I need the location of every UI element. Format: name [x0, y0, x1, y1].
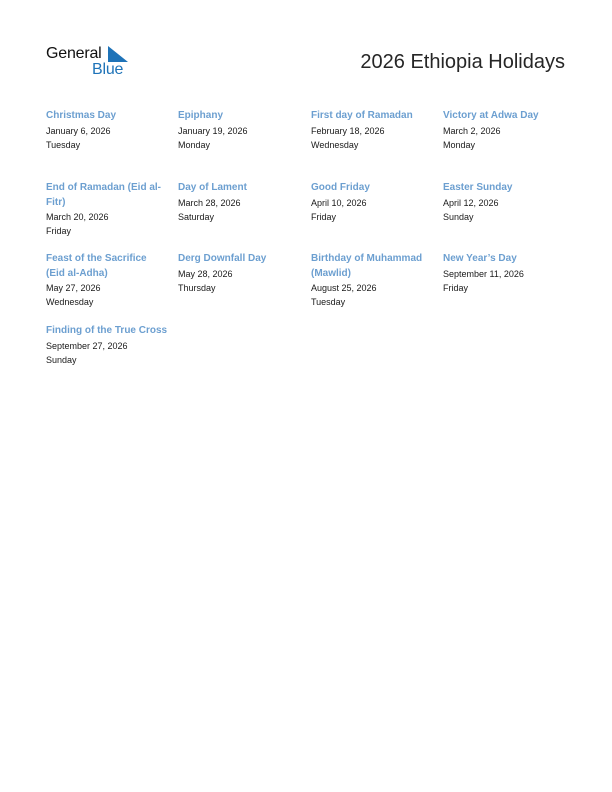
logo-text-general: General: [46, 45, 102, 62]
holiday-item: [443, 109, 565, 152]
holiday-weekday: Wednesday: [311, 139, 359, 150]
holiday-name: Easter Sunday: [443, 182, 513, 193]
holiday-item: [178, 109, 300, 152]
holiday-name: End of Ramadan (Eid al-Fitr): [46, 182, 162, 208]
general-blue-logo: [46, 44, 136, 80]
holiday-item: [311, 252, 433, 309]
holiday-name: Christmas Day: [46, 110, 117, 121]
holiday-date: April 10, 2026: [311, 197, 367, 208]
holiday-weekday: Sunday: [443, 211, 474, 222]
holiday-item: [311, 109, 433, 152]
holiday-weekday: Thursday: [178, 282, 216, 293]
holiday-date: May 27, 2026: [46, 283, 101, 293]
holiday-item: [46, 252, 168, 309]
holiday-item: [178, 252, 300, 295]
holiday-weekday: Tuesday: [46, 139, 81, 150]
holiday-date: March 2, 2026: [443, 125, 501, 136]
holiday-item: [311, 181, 433, 224]
holiday-weekday: Friday: [443, 282, 469, 293]
holiday-name: First day of Ramadan: [311, 110, 413, 121]
holiday-weekday: Wednesday: [46, 297, 94, 307]
holiday-date: March 28, 2026: [178, 197, 241, 208]
holiday-item: [443, 252, 565, 295]
holiday-item: [443, 181, 565, 224]
holiday-date: March 20, 2026: [46, 212, 109, 222]
holiday-item: [46, 109, 168, 152]
holiday-weekday: Friday: [311, 211, 337, 222]
logo-text-blue: Blue: [92, 61, 124, 78]
holiday-name: Derg Downfall Day: [178, 253, 267, 264]
holiday-name: Birthday of Muhammad (Mawlid): [311, 253, 423, 279]
holiday-name: Victory at Adwa Day: [443, 110, 539, 121]
holiday-weekday: Sunday: [46, 354, 77, 365]
holiday-weekday: Monday: [443, 139, 476, 150]
holiday-weekday: Friday: [46, 226, 72, 236]
holiday-date: January 19, 2026: [178, 125, 248, 136]
page-title: 2026 Ethiopia Holidays: [360, 51, 565, 73]
holiday-date: August 25, 2026: [311, 283, 377, 293]
holiday-date: February 18, 2026: [311, 125, 385, 136]
holiday-name: Feast of the Sacrifice (Eid al-Adha): [46, 253, 147, 279]
holiday-date: September 27, 2026: [46, 340, 128, 351]
holiday-weekday: Tuesday: [311, 297, 346, 307]
holiday-name: New Year’s Day: [443, 253, 517, 264]
holiday-item: [46, 181, 168, 238]
holiday-item: [46, 324, 168, 367]
holiday-weekday: Saturday: [178, 211, 215, 222]
holiday-name: Epiphany: [178, 110, 224, 121]
holiday-name: Good Friday: [311, 182, 370, 193]
holiday-date: September 11, 2026: [443, 268, 524, 279]
holiday-date: May 28, 2026: [178, 268, 233, 279]
holiday-item: [178, 181, 300, 224]
holiday-weekday: Monday: [178, 139, 211, 150]
holiday-date: April 12, 2026: [443, 197, 499, 208]
holiday-name: Day of Lament: [178, 182, 247, 193]
holiday-date: January 6, 2026: [46, 125, 111, 136]
holiday-name: Finding of the True Cross: [46, 325, 168, 336]
